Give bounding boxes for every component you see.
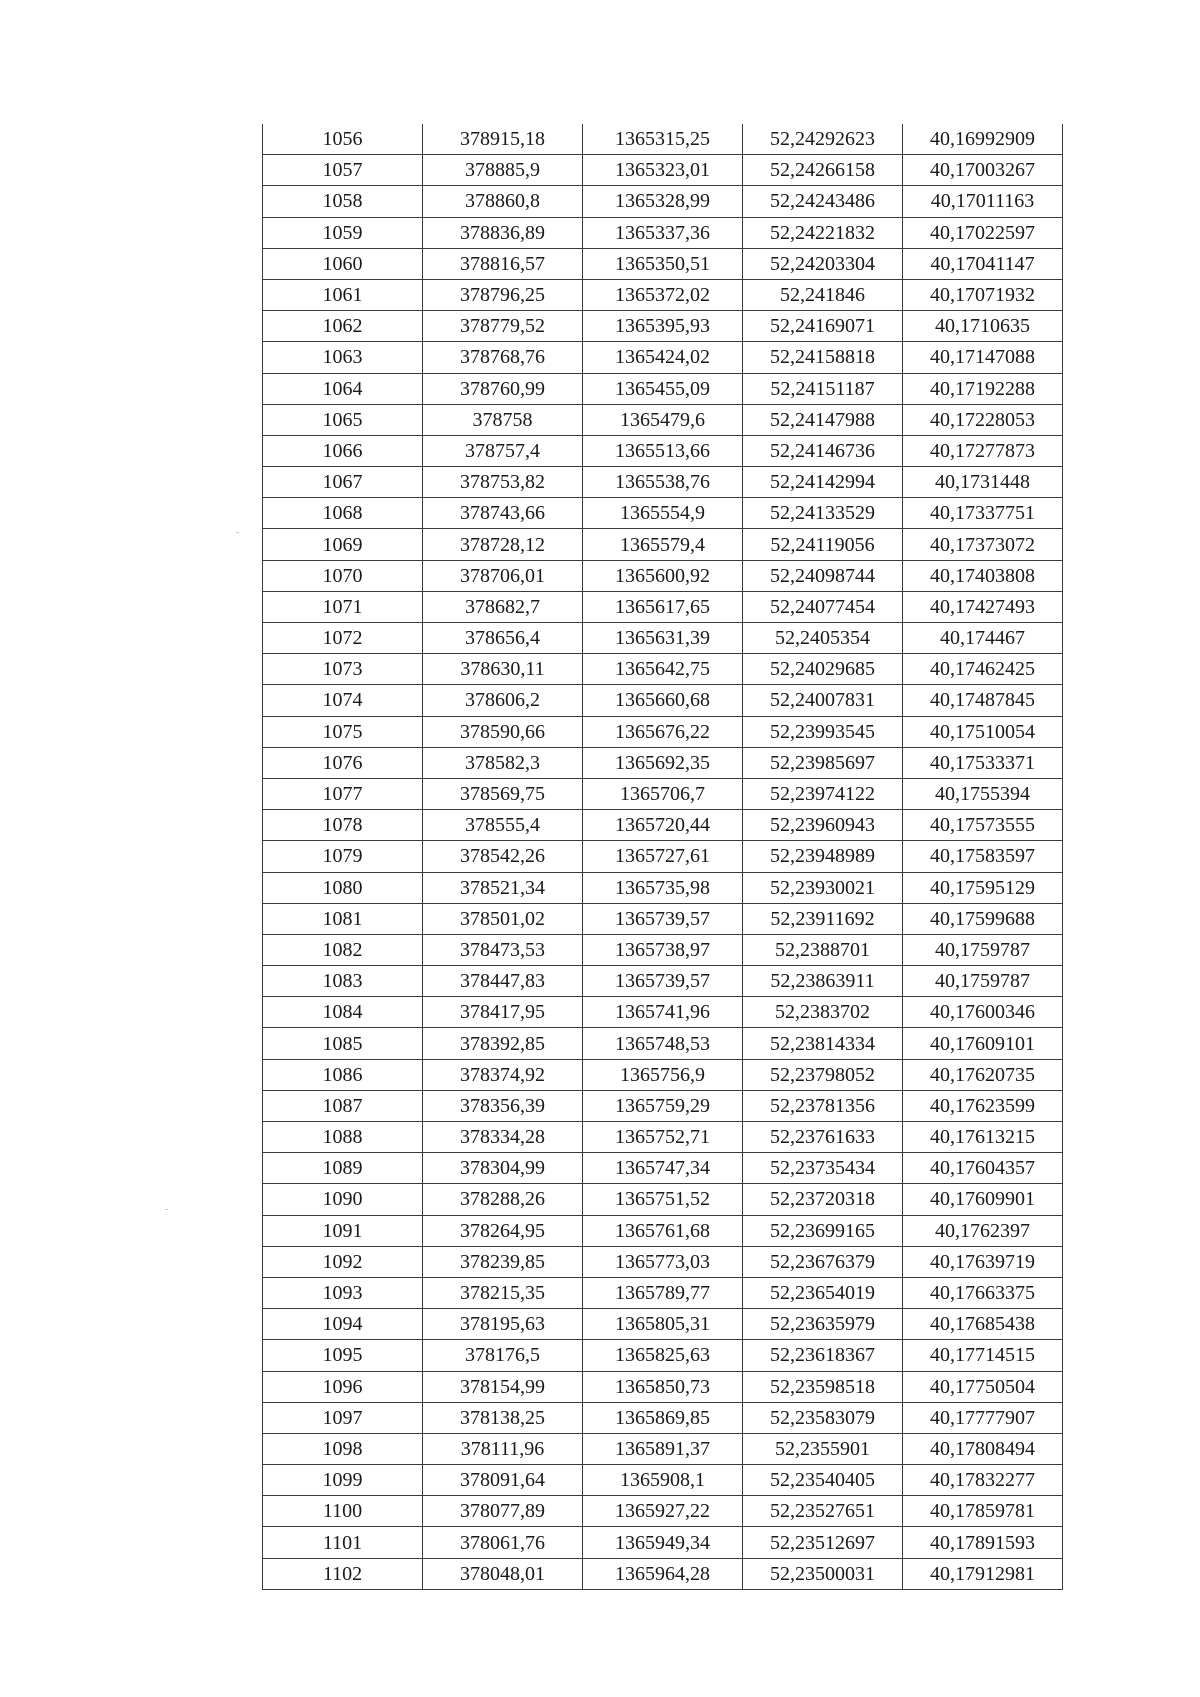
longitude-cell: 40,17462425 [903,654,1063,685]
point-number-cell: 1057 [263,155,423,186]
y-coordinate-cell: 1365337,36 [583,217,743,248]
table-row [263,1465,1063,1496]
x-coordinate-cell: 378590,66 [423,716,583,747]
y-coordinate-cell: 1365739,57 [583,903,743,934]
x-coordinate-cell: 378304,99 [423,1153,583,1184]
table-row [263,716,1063,747]
y-coordinate-cell: 1365513,66 [583,435,743,466]
x-coordinate-cell: 378753,82 [423,467,583,498]
y-coordinate-cell: 1365554,9 [583,498,743,529]
longitude-cell: 40,17639719 [903,1246,1063,1277]
x-coordinate-cell: 378630,11 [423,654,583,685]
longitude-cell: 40,17859781 [903,1496,1063,1527]
x-coordinate-cell: 378836,89 [423,217,583,248]
longitude-cell: 40,17663375 [903,1277,1063,1308]
longitude-cell: 40,17891593 [903,1527,1063,1558]
longitude-cell: 40,1759787 [903,966,1063,997]
latitude-cell: 52,23512697 [743,1527,903,1558]
point-number-cell: 1088 [263,1122,423,1153]
latitude-cell: 52,23618367 [743,1340,903,1371]
x-coordinate-cell: 378048,01 [423,1558,583,1589]
y-coordinate-cell: 1365825,63 [583,1340,743,1371]
point-number-cell: 1076 [263,747,423,778]
point-number-cell: 1097 [263,1402,423,1433]
latitude-cell: 52,2405354 [743,623,903,654]
point-number-cell: 1079 [263,841,423,872]
point-number-cell: 1073 [263,654,423,685]
x-coordinate-cell: 378768,76 [423,342,583,373]
table-row [263,1184,1063,1215]
longitude-cell: 40,16992909 [903,124,1063,155]
latitude-cell: 52,23761633 [743,1122,903,1153]
point-number-cell: 1080 [263,872,423,903]
longitude-cell: 40,17714515 [903,1340,1063,1371]
point-number-cell: 1062 [263,311,423,342]
x-coordinate-cell: 378606,2 [423,685,583,716]
point-number-cell: 1072 [263,623,423,654]
x-coordinate-cell: 378239,85 [423,1246,583,1277]
longitude-cell: 40,17600346 [903,997,1063,1028]
point-number-cell: 1101 [263,1527,423,1558]
y-coordinate-cell: 1365424,02 [583,342,743,373]
longitude-cell: 40,17337751 [903,498,1063,529]
table-row [263,560,1063,591]
point-number-cell: 1082 [263,934,423,965]
point-number-cell: 1074 [263,685,423,716]
longitude-cell: 40,17003267 [903,155,1063,186]
y-coordinate-cell: 1365579,4 [583,529,743,560]
latitude-cell: 52,24119056 [743,529,903,560]
table-row [263,373,1063,404]
y-coordinate-cell: 1365323,01 [583,155,743,186]
table-row [263,685,1063,716]
latitude-cell: 52,2383702 [743,997,903,1028]
point-number-cell: 1078 [263,810,423,841]
latitude-cell: 52,24133529 [743,498,903,529]
table-row [263,342,1063,373]
point-number-cell: 1091 [263,1215,423,1246]
point-number-cell: 1099 [263,1465,423,1496]
x-coordinate-cell: 378176,5 [423,1340,583,1371]
longitude-cell: 40,1755394 [903,778,1063,809]
latitude-cell: 52,23960943 [743,810,903,841]
table-row [263,966,1063,997]
latitude-cell: 52,23781356 [743,1090,903,1121]
longitude-cell: 40,1731448 [903,467,1063,498]
table-row [263,872,1063,903]
point-number-cell: 1067 [263,467,423,498]
latitude-cell: 52,23699165 [743,1215,903,1246]
x-coordinate-cell: 378760,99 [423,373,583,404]
table-row [263,623,1063,654]
x-coordinate-cell: 378334,28 [423,1122,583,1153]
y-coordinate-cell: 1365692,35 [583,747,743,778]
y-coordinate-cell: 1365706,7 [583,778,743,809]
longitude-cell: 40,17022597 [903,217,1063,248]
point-number-cell: 1069 [263,529,423,560]
y-coordinate-cell: 1365600,92 [583,560,743,591]
x-coordinate-cell: 378215,35 [423,1277,583,1308]
table-row [263,529,1063,560]
table-row [263,1558,1063,1589]
point-number-cell: 1090 [263,1184,423,1215]
y-coordinate-cell: 1365328,99 [583,186,743,217]
longitude-cell: 40,17685438 [903,1309,1063,1340]
table-row [263,903,1063,934]
table-row [263,934,1063,965]
latitude-cell: 52,24029685 [743,654,903,685]
table-row [263,1309,1063,1340]
point-number-cell: 1061 [263,279,423,310]
longitude-cell: 40,17373072 [903,529,1063,560]
y-coordinate-cell: 1365739,57 [583,966,743,997]
point-number-cell: 1068 [263,498,423,529]
longitude-cell: 40,17192288 [903,373,1063,404]
y-coordinate-cell: 1365949,34 [583,1527,743,1558]
longitude-cell: 40,17011163 [903,186,1063,217]
y-coordinate-cell: 1365927,22 [583,1496,743,1527]
table-row [263,1153,1063,1184]
table-row [263,248,1063,279]
y-coordinate-cell: 1365642,75 [583,654,743,685]
y-coordinate-cell: 1365891,37 [583,1433,743,1464]
point-number-cell: 1086 [263,1059,423,1090]
x-coordinate-cell: 378473,53 [423,934,583,965]
x-coordinate-cell: 378682,7 [423,591,583,622]
x-coordinate-cell: 378356,39 [423,1090,583,1121]
x-coordinate-cell: 378195,63 [423,1309,583,1340]
coordinates-table-body [263,124,1063,1589]
table-row [263,778,1063,809]
x-coordinate-cell: 378061,76 [423,1527,583,1558]
longitude-cell: 40,17912981 [903,1558,1063,1589]
longitude-cell: 40,17599688 [903,903,1063,934]
y-coordinate-cell: 1365747,34 [583,1153,743,1184]
point-number-cell: 1085 [263,1028,423,1059]
latitude-cell: 52,2355901 [743,1433,903,1464]
x-coordinate-cell: 378885,9 [423,155,583,186]
x-coordinate-cell: 378582,3 [423,747,583,778]
table-row [263,1371,1063,1402]
x-coordinate-cell: 378743,66 [423,498,583,529]
table-row [263,186,1063,217]
point-number-cell: 1098 [263,1433,423,1464]
point-number-cell: 1059 [263,217,423,248]
x-coordinate-cell: 378288,26 [423,1184,583,1215]
y-coordinate-cell: 1365773,03 [583,1246,743,1277]
latitude-cell: 52,23985697 [743,747,903,778]
y-coordinate-cell: 1365805,31 [583,1309,743,1340]
latitude-cell: 52,24243486 [743,186,903,217]
table-row [263,279,1063,310]
x-coordinate-cell: 378758 [423,404,583,435]
x-coordinate-cell: 378077,89 [423,1496,583,1527]
x-coordinate-cell: 378757,4 [423,435,583,466]
y-coordinate-cell: 1365350,51 [583,248,743,279]
point-number-cell: 1084 [263,997,423,1028]
longitude-cell: 40,17613215 [903,1122,1063,1153]
point-number-cell: 1094 [263,1309,423,1340]
y-coordinate-cell: 1365676,22 [583,716,743,747]
latitude-cell: 52,23948989 [743,841,903,872]
latitude-cell: 52,23974122 [743,778,903,809]
point-number-cell: 1089 [263,1153,423,1184]
longitude-cell: 40,1759787 [903,934,1063,965]
table-row [263,747,1063,778]
longitude-cell: 40,17583597 [903,841,1063,872]
latitude-cell: 52,2388701 [743,934,903,965]
latitude-cell: 52,23500031 [743,1558,903,1589]
y-coordinate-cell: 1365908,1 [583,1465,743,1496]
point-number-cell: 1066 [263,435,423,466]
table-row [263,841,1063,872]
point-number-cell: 1096 [263,1371,423,1402]
x-coordinate-cell: 378656,4 [423,623,583,654]
point-number-cell: 1077 [263,778,423,809]
x-coordinate-cell: 378111,96 [423,1433,583,1464]
latitude-cell: 52,24292623 [743,124,903,155]
y-coordinate-cell: 1365315,25 [583,124,743,155]
point-number-cell: 1087 [263,1090,423,1121]
point-number-cell: 1095 [263,1340,423,1371]
latitude-cell: 52,24077454 [743,591,903,622]
table-row [263,498,1063,529]
longitude-cell: 40,17604357 [903,1153,1063,1184]
scan-speck [165,1209,168,1210]
x-coordinate-cell: 378542,26 [423,841,583,872]
table-row [263,1246,1063,1277]
longitude-cell: 40,17595129 [903,872,1063,903]
scan-speck [236,532,239,533]
x-coordinate-cell: 378706,01 [423,560,583,591]
x-coordinate-cell: 378860,8 [423,186,583,217]
latitude-cell: 52,23676379 [743,1246,903,1277]
longitude-cell: 40,17609101 [903,1028,1063,1059]
table-row [263,1527,1063,1558]
longitude-cell: 40,17533371 [903,747,1063,778]
table-row [263,1496,1063,1527]
longitude-cell: 40,17147088 [903,342,1063,373]
table-row [263,591,1063,622]
longitude-cell: 40,17403808 [903,560,1063,591]
table-row [263,217,1063,248]
y-coordinate-cell: 1365372,02 [583,279,743,310]
point-number-cell: 1102 [263,1558,423,1589]
x-coordinate-cell: 378728,12 [423,529,583,560]
point-number-cell: 1064 [263,373,423,404]
y-coordinate-cell: 1365741,96 [583,997,743,1028]
latitude-cell: 52,23654019 [743,1277,903,1308]
y-coordinate-cell: 1365727,61 [583,841,743,872]
point-number-cell: 1065 [263,404,423,435]
x-coordinate-cell: 378091,64 [423,1465,583,1496]
y-coordinate-cell: 1365735,98 [583,872,743,903]
y-coordinate-cell: 1365761,68 [583,1215,743,1246]
table-row [263,435,1063,466]
longitude-cell: 40,17573555 [903,810,1063,841]
table-row [263,810,1063,841]
longitude-cell: 40,17623599 [903,1090,1063,1121]
table-row [263,404,1063,435]
latitude-cell: 52,24146736 [743,435,903,466]
x-coordinate-cell: 378417,95 [423,997,583,1028]
longitude-cell: 40,17041147 [903,248,1063,279]
table-row [263,1215,1063,1246]
latitude-cell: 52,23798052 [743,1059,903,1090]
x-coordinate-cell: 378521,34 [423,872,583,903]
longitude-cell: 40,17071932 [903,279,1063,310]
y-coordinate-cell: 1365869,85 [583,1402,743,1433]
x-coordinate-cell: 378915,18 [423,124,583,155]
point-number-cell: 1063 [263,342,423,373]
latitude-cell: 52,24169071 [743,311,903,342]
y-coordinate-cell: 1365455,09 [583,373,743,404]
y-coordinate-cell: 1365759,29 [583,1090,743,1121]
point-number-cell: 1056 [263,124,423,155]
x-coordinate-cell: 378447,83 [423,966,583,997]
x-coordinate-cell: 378264,95 [423,1215,583,1246]
y-coordinate-cell: 1365395,93 [583,311,743,342]
point-number-cell: 1092 [263,1246,423,1277]
latitude-cell: 52,24266158 [743,155,903,186]
table-row [263,1028,1063,1059]
latitude-cell: 52,23583079 [743,1402,903,1433]
table-row [263,155,1063,186]
latitude-cell: 52,24221832 [743,217,903,248]
x-coordinate-cell: 378779,52 [423,311,583,342]
table-row [263,1433,1063,1464]
table-row [263,1122,1063,1153]
latitude-cell: 52,23527651 [743,1496,903,1527]
longitude-cell: 40,17750504 [903,1371,1063,1402]
longitude-cell: 40,17808494 [903,1433,1063,1464]
y-coordinate-cell: 1365850,73 [583,1371,743,1402]
longitude-cell: 40,17620735 [903,1059,1063,1090]
latitude-cell: 52,23930021 [743,872,903,903]
y-coordinate-cell: 1365964,28 [583,1558,743,1589]
longitude-cell: 40,17832277 [903,1465,1063,1496]
x-coordinate-cell: 378796,25 [423,279,583,310]
latitude-cell: 52,23911692 [743,903,903,934]
y-coordinate-cell: 1365660,68 [583,685,743,716]
latitude-cell: 52,23863911 [743,966,903,997]
table-row [263,1059,1063,1090]
point-number-cell: 1075 [263,716,423,747]
x-coordinate-cell: 378154,99 [423,1371,583,1402]
table-row [263,1340,1063,1371]
x-coordinate-cell: 378374,92 [423,1059,583,1090]
latitude-cell: 52,23993545 [743,716,903,747]
longitude-cell: 40,17510054 [903,716,1063,747]
latitude-cell: 52,241846 [743,279,903,310]
point-number-cell: 1081 [263,903,423,934]
y-coordinate-cell: 1365631,39 [583,623,743,654]
latitude-cell: 52,24098744 [743,560,903,591]
latitude-cell: 52,23540405 [743,1465,903,1496]
y-coordinate-cell: 1365479,6 [583,404,743,435]
latitude-cell: 52,24158818 [743,342,903,373]
y-coordinate-cell: 1365751,52 [583,1184,743,1215]
latitude-cell: 52,23635979 [743,1309,903,1340]
longitude-cell: 40,174467 [903,623,1063,654]
x-coordinate-cell: 378816,57 [423,248,583,279]
y-coordinate-cell: 1365738,97 [583,934,743,965]
longitude-cell: 40,17277873 [903,435,1063,466]
longitude-cell: 40,17228053 [903,404,1063,435]
point-number-cell: 1083 [263,966,423,997]
table-row [263,1277,1063,1308]
point-number-cell: 1100 [263,1496,423,1527]
point-number-cell: 1070 [263,560,423,591]
table-row [263,997,1063,1028]
longitude-cell: 40,1710635 [903,311,1063,342]
latitude-cell: 52,24203304 [743,248,903,279]
longitude-cell: 40,17427493 [903,591,1063,622]
x-coordinate-cell: 378501,02 [423,903,583,934]
point-number-cell: 1058 [263,186,423,217]
latitude-cell: 52,24147988 [743,404,903,435]
longitude-cell: 40,1762397 [903,1215,1063,1246]
point-number-cell: 1093 [263,1277,423,1308]
table-row [263,1402,1063,1433]
table-row [263,654,1063,685]
y-coordinate-cell: 1365789,77 [583,1277,743,1308]
x-coordinate-cell: 378555,4 [423,810,583,841]
longitude-cell: 40,17609901 [903,1184,1063,1215]
x-coordinate-cell: 378392,85 [423,1028,583,1059]
y-coordinate-cell: 1365720,44 [583,810,743,841]
point-number-cell: 1060 [263,248,423,279]
latitude-cell: 52,23598518 [743,1371,903,1402]
y-coordinate-cell: 1365617,65 [583,591,743,622]
latitude-cell: 52,23814334 [743,1028,903,1059]
coordinates-table [262,124,1063,1590]
y-coordinate-cell: 1365538,76 [583,467,743,498]
y-coordinate-cell: 1365756,9 [583,1059,743,1090]
latitude-cell: 52,23735434 [743,1153,903,1184]
x-coordinate-cell: 378569,75 [423,778,583,809]
longitude-cell: 40,17487845 [903,685,1063,716]
table-row [263,311,1063,342]
y-coordinate-cell: 1365752,71 [583,1122,743,1153]
latitude-cell: 52,24151187 [743,373,903,404]
table-row [263,1090,1063,1121]
table-row [263,124,1063,155]
x-coordinate-cell: 378138,25 [423,1402,583,1433]
point-number-cell: 1071 [263,591,423,622]
table-row [263,467,1063,498]
latitude-cell: 52,24007831 [743,685,903,716]
latitude-cell: 52,23720318 [743,1184,903,1215]
latitude-cell: 52,24142994 [743,467,903,498]
longitude-cell: 40,17777907 [903,1402,1063,1433]
y-coordinate-cell: 1365748,53 [583,1028,743,1059]
